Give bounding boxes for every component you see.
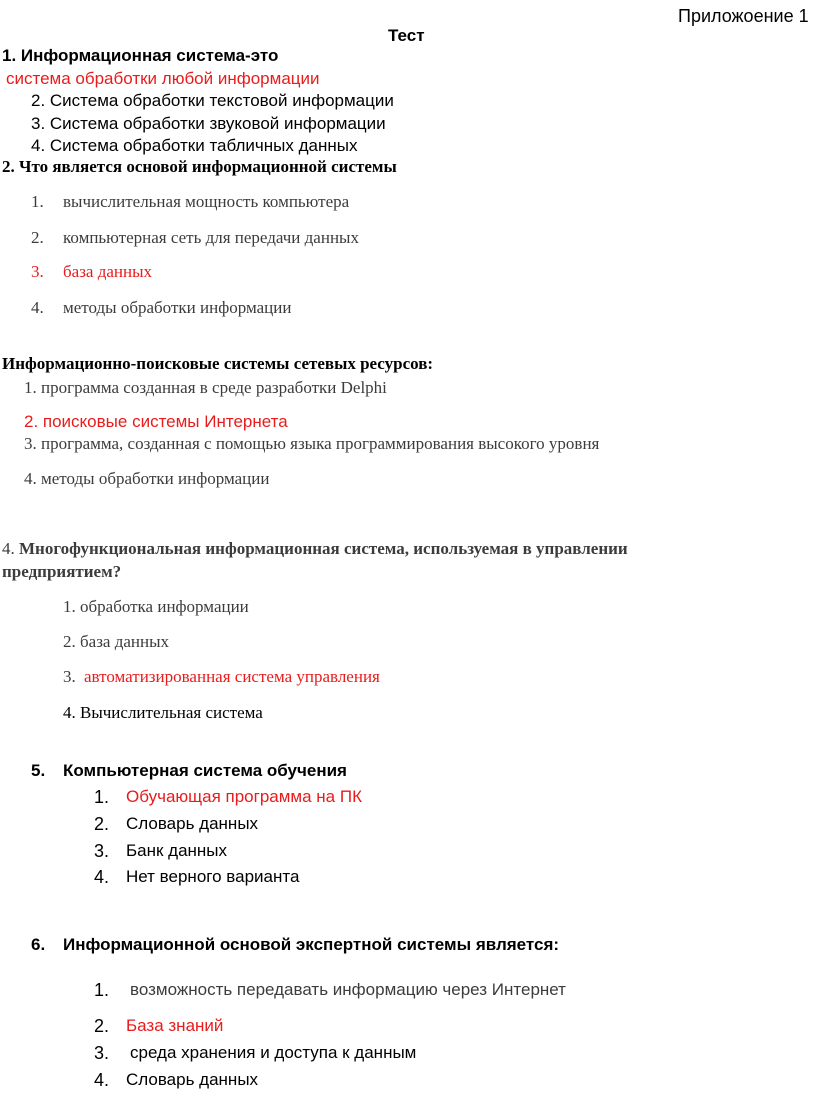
q5-option-1: Обучающая программа на ПК: [126, 787, 362, 806]
q2-option-3: база данных: [63, 262, 153, 281]
q5-option-3: Банк данных: [126, 841, 228, 860]
q5-option-2: Словарь данных: [126, 814, 259, 833]
q1-option-3: 3. Система обработки звуковой информации: [31, 114, 386, 133]
q2-number-2: 2.: [31, 228, 44, 247]
q5-number-3: 3.: [94, 841, 110, 861]
q1-option-4: 4. Система обработки табличных данных: [31, 136, 358, 155]
q6-number-3: 3.: [94, 1043, 110, 1063]
q6-heading: Информационной основой экспертной системы является:: [63, 935, 560, 954]
q2-number-1: 1.: [31, 192, 44, 211]
q4-heading-line-1: Многофункциональная информационная система, используемая в управлении: [19, 539, 628, 558]
q4-option-3: автоматизированная система управления: [84, 667, 380, 686]
page-title: Тест: [388, 26, 425, 45]
q1-option-1: система обработки любой информации: [6, 69, 320, 88]
q4-option-1: 1. обработка информации: [63, 597, 249, 616]
q3-option-4: 4. методы обработки информации: [24, 469, 270, 488]
appendix-label: Приложоение 1: [678, 6, 809, 26]
q1-heading: 1. Информационная система-это: [2, 46, 279, 65]
q3-option-1: 1. программа созданная в среде разработки Delphi: [24, 378, 387, 397]
q5-heading: Компьютерная система обучения: [63, 761, 347, 780]
q2-option-4: методы обработки информации: [63, 298, 292, 317]
q5-number: 5.: [31, 761, 46, 780]
q2-option-2: компьютерная сеть для передачи данных: [63, 228, 359, 247]
q6-number-4: 4.: [94, 1070, 110, 1090]
q5-number-2: 2.: [94, 814, 110, 834]
q4-option-3-number: 3.: [63, 667, 76, 686]
q6-option-3: среда хранения и доступа к данным: [130, 1043, 417, 1062]
q2-number-3: 3.: [31, 262, 44, 281]
q2-option-1: вычислительная мощность компьютера: [63, 192, 350, 211]
q5-number-1: 1.: [94, 787, 110, 807]
q6-number: 6.: [31, 935, 46, 954]
q3-heading: Информационно-поисковые системы сетевых ресурсов:: [2, 354, 434, 373]
q4-number: 4.: [2, 539, 15, 558]
q4-heading-line-2: предприятием?: [2, 562, 122, 581]
q3-option-3: 3. программа, созданная с помощью языка программирования высокого уровня: [24, 434, 600, 453]
q2-heading: 2. Что является основой информационной системы: [2, 157, 397, 176]
q5-option-4: Нет верного варианта: [126, 867, 300, 886]
q6-number-1: 1.: [94, 980, 110, 1000]
q6-option-4: Словарь данных: [126, 1070, 259, 1089]
q1-option-2: 2. Система обработки текстовой информации: [31, 91, 394, 110]
q6-option-1: возможность передавать информацию через Интернет: [130, 980, 566, 999]
q4-option-4: 4. Вычислительная система: [63, 703, 263, 722]
q5-number-4: 4.: [94, 867, 110, 887]
q3-option-2: 2. поисковые системы Интернета: [24, 412, 288, 431]
q2-number-4: 4.: [31, 298, 44, 317]
q4-option-2: 2. база данных: [63, 632, 170, 651]
q6-option-2: База знаний: [126, 1016, 224, 1035]
q6-number-2: 2.: [94, 1016, 110, 1036]
